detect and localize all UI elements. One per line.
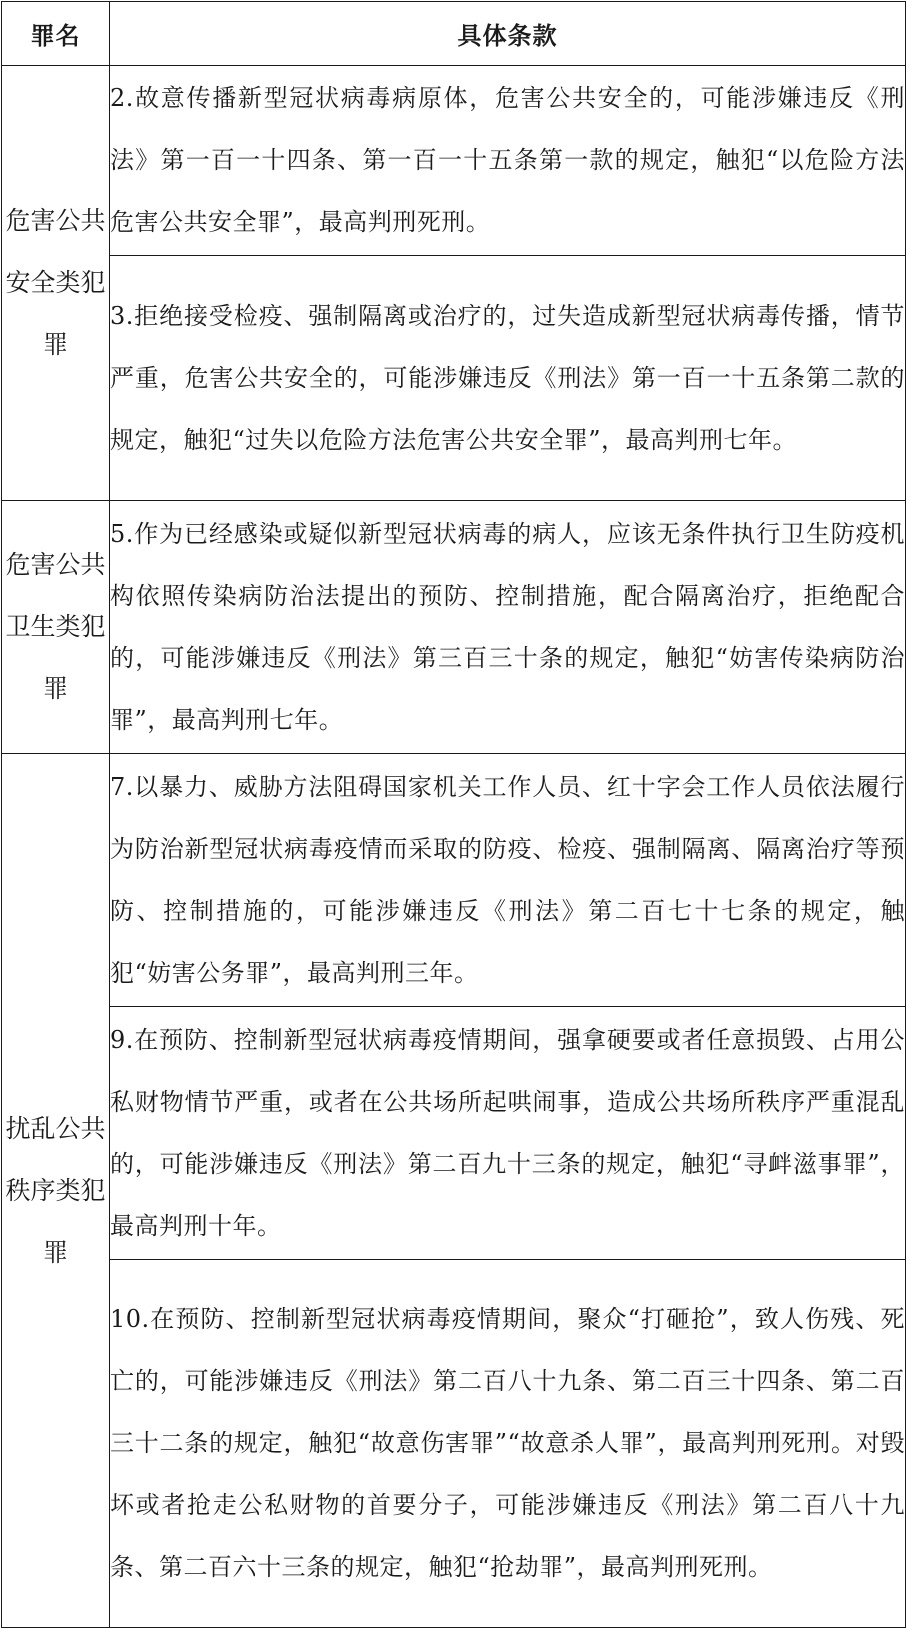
clause-cell: 10.在预防、控制新型冠状病毒疫情期间，聚众“打砸抢”，致人伤残、死亡的，可能涉嫌违反《刑法》第二百八十九条、第二百三十四条、第二百三十二条的规定，触犯“故意伤害罪”“故意杀人罪”，最高判刑死刑。对毁坏或者抢走公私财物的首要分子，可能涉嫌违反《刑法》第二百八十九条、第二百六十三条的规定，触犯“抢劫罪”，最高判刑死刑。 [110, 1259, 906, 1627]
clause-cell: 3.拒绝接受检疫、强制隔离或治疗的，过失造成新型冠状病毒传播，情节严重，危害公共安全的，可能涉嫌违反《刑法》第一百一十五条第二款的规定，触犯“过失以危险方法危害公共安全罪”，最高判刑七年。 [110, 255, 906, 501]
clause-cell: 9.在预防、控制新型冠状病毒疫情期间，强拿硬要或者任意损毁、占用公私财物情节严重，或者在公共场所起哄闹事，造成公共场所秩序严重混乱的，可能涉嫌违反《刑法》第二百九十三条的规定，触犯“寻衅滋事罪”，最高判刑十年。 [110, 1006, 906, 1259]
clause-cell: 7.以暴力、威胁方法阻碍国家机关工作人员、红十字会工作人员依法履行为防治新型冠状病毒疫情而采取的防疫、检疫、强制隔离、隔离治疗等预防、控制措施的，可能涉嫌违反《刑法》第二百七十七条的规定，触犯“妨害公务罪”，最高判刑三年。 [110, 754, 906, 1007]
header-clauses: 具体条款 [110, 2, 906, 66]
table-row [2, 1259, 906, 1627]
table-row [2, 1006, 906, 1259]
header-crime-name: 罪名 [2, 2, 110, 66]
table-header-row [2, 2, 906, 66]
table-row [2, 501, 906, 754]
crime-category-cell: 危害公共安全类犯罪 [2, 65, 110, 500]
table-row [2, 65, 906, 255]
crime-clauses-table [1, 1, 906, 1628]
crime-category-cell: 危害公共卫生类犯罪 [2, 501, 110, 754]
clause-cell: 5.作为已经感染或疑似新型冠状病毒的病人，应该无条件执行卫生防疫机构依照传染病防治法提出的预防、控制措施，配合隔离治疗，拒绝配合的，可能涉嫌违反《刑法》第三百三十条的规定，触犯“妨害传染病防治罪”，最高判刑七年。 [110, 501, 906, 754]
table-row [2, 255, 906, 501]
clause-cell: 2.故意传播新型冠状病毒病原体，危害公共安全的，可能涉嫌违反《刑法》第一百一十四条、第一百一十五条第一款的规定，触犯“以危险方法危害公共安全罪”，最高判刑死刑。 [110, 65, 906, 255]
crime-category-cell: 扰乱公共秩序类犯罪 [2, 754, 110, 1628]
table-row [2, 754, 906, 1007]
